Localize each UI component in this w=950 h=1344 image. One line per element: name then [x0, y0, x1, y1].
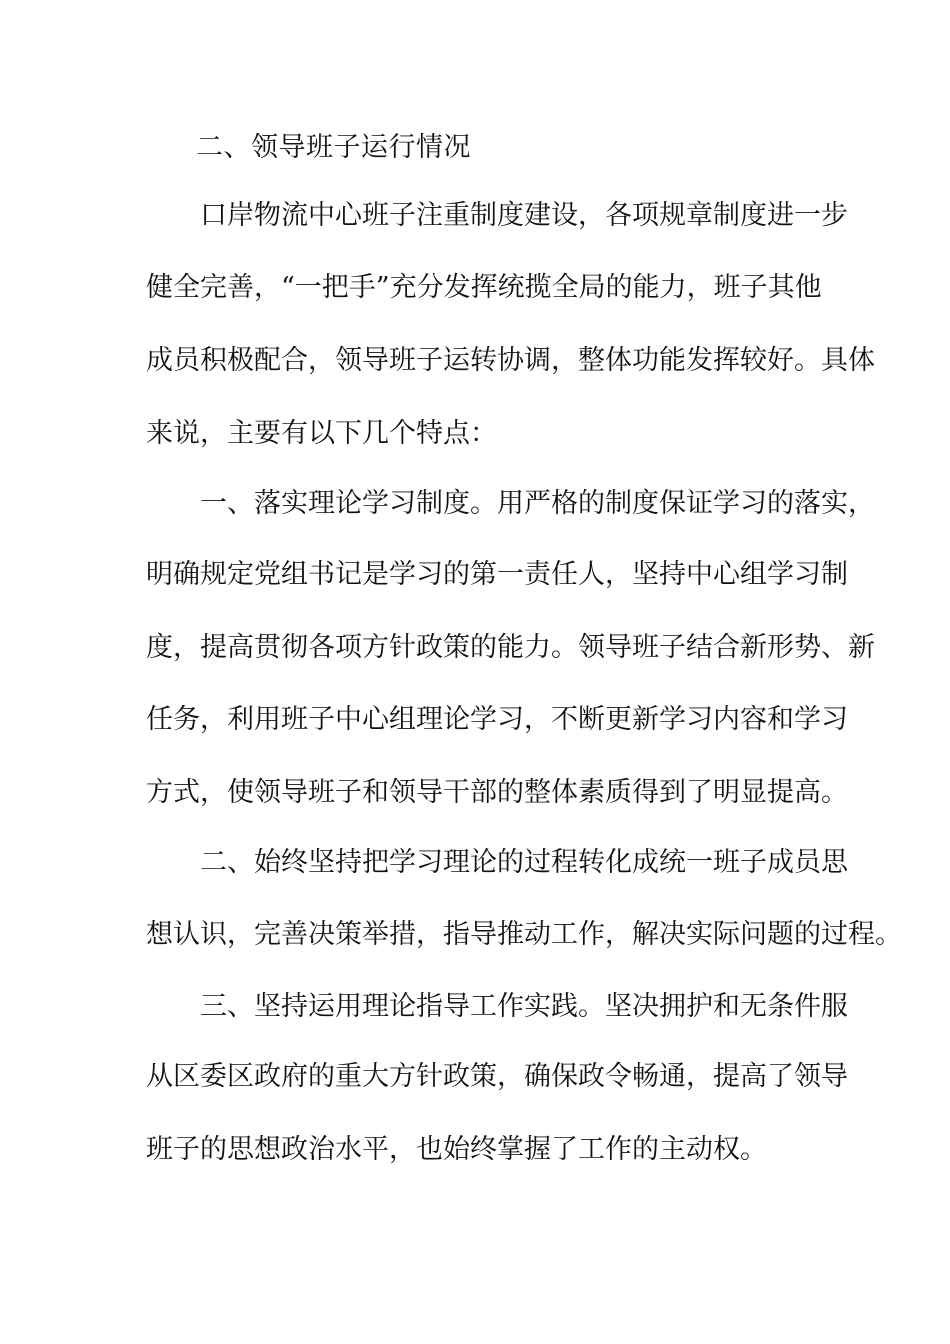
- paragraph-line: 一、落实理论学习制度。用严格的制度保证学习的落实，: [200, 488, 875, 519]
- paragraph-line: 任务，利用班子中心组理论学习，不断更新学习内容和学习: [146, 704, 848, 735]
- paragraph-line: 来说，主要有以下几个特点：: [146, 418, 497, 449]
- paragraph-line: 口岸物流中心班子注重制度建设，各项规章制度进一步: [200, 200, 848, 231]
- paragraph-line: 明确规定党组书记是学习的第一责任人，坚持中心组学习制: [146, 559, 848, 590]
- paragraph-line: 方式，使领导班子和领导干部的整体素质得到了明显提高。: [146, 777, 848, 808]
- paragraph-line: 成员积极配合，领导班子运转协调，整体功能发挥较好。具体: [146, 345, 875, 376]
- paragraph-line: 二、始终坚持把学习理论的过程转化成统一班子成员思: [200, 847, 848, 878]
- paragraph-line: 度，提高贯彻各项方针政策的能力。领导班子结合新形势、新: [146, 632, 875, 663]
- paragraph-line: 从区委区政府的重大方针政策，确保政令畅通，提高了领导: [146, 1061, 848, 1092]
- paragraph-line: 班子的思想政治水平，也始终掌握了工作的主动权。: [146, 1134, 767, 1165]
- paragraph-line: 三、坚持运用理论指导工作实践。坚决拥护和无条件服: [200, 991, 848, 1022]
- section-heading: 二、领导班子运行情况: [196, 132, 471, 163]
- paragraph-line: 想认识，完善决策举措，指导推动工作，解决实际问题的过程。: [146, 919, 902, 950]
- paragraph-line: 健全完善，“一把手”充分发挥统揽全局的能力，班子其他: [146, 272, 822, 303]
